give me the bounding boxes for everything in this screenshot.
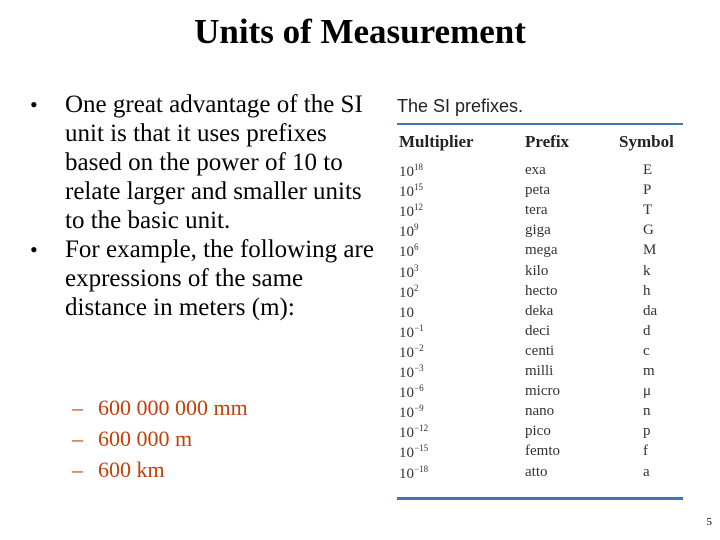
symbol-cell: E <box>643 162 653 178</box>
page-number: 5 <box>706 516 712 528</box>
slide-title: Units of Measurement <box>194 12 526 51</box>
prefix-cell: milli <box>525 363 554 379</box>
bullet-marker: • <box>30 237 38 262</box>
multiplier-base: 10 <box>399 344 414 361</box>
multiplier-base: 10 <box>399 465 414 482</box>
multiplier-cell <box>399 182 423 201</box>
multiplier-cell <box>399 263 419 282</box>
table-row <box>397 263 687 283</box>
multiplier-exponent: 18 <box>414 162 423 172</box>
multiplier-base: 10 <box>399 324 414 341</box>
table-row <box>397 443 687 463</box>
multiplier-cell <box>399 343 424 362</box>
multiplier-base: 10 <box>399 224 414 241</box>
sub-bullet-text: 600 000 000 mm <box>98 395 248 420</box>
multiplier-exponent: −9 <box>414 403 424 414</box>
multiplier-cell <box>399 323 424 342</box>
table-row <box>397 343 687 363</box>
multiplier-cell <box>399 162 423 181</box>
sub-bullet-marker: – <box>72 457 83 482</box>
multiplier-cell <box>399 464 428 483</box>
multiplier-base: 10 <box>399 204 414 221</box>
header-prefix: Prefix <box>525 132 570 151</box>
table-row <box>397 202 687 222</box>
sub-bullet-text: 600 km <box>98 457 165 482</box>
table-row <box>397 303 687 323</box>
table-row <box>397 363 687 383</box>
symbol-cell: c <box>643 342 650 359</box>
multiplier-cell <box>399 383 424 402</box>
sub-bullet-list <box>72 392 248 485</box>
symbol-cell: d <box>643 322 651 339</box>
multiplier-exponent: 9 <box>414 222 419 233</box>
table-row <box>397 403 687 423</box>
multiplier-exponent: −1 <box>414 322 424 333</box>
prefix-cell: exa <box>525 162 546 178</box>
header-multiplier: Multiplier <box>399 132 474 151</box>
multiplier-cell <box>399 363 424 382</box>
prefix-cell: atto <box>525 463 548 480</box>
table-row <box>397 222 687 242</box>
multiplier-exponent: −18 <box>414 463 429 474</box>
multiplier-cell <box>399 303 414 322</box>
table-row <box>397 182 687 202</box>
multiplier-exponent: 6 <box>414 242 419 253</box>
symbol-cell: da <box>643 302 658 319</box>
multiplier-base: 10 <box>399 264 414 281</box>
multiplier-base: 10 <box>399 284 414 301</box>
si-prefix-table <box>397 96 687 501</box>
prefix-cell: peta <box>525 182 550 199</box>
multiplier-cell <box>399 202 423 221</box>
prefix-cell: deci <box>525 322 550 339</box>
symbol-cell: m <box>643 363 655 379</box>
multiplier-exponent: −6 <box>414 383 424 394</box>
symbol-cell: p <box>643 423 651 440</box>
sub-bullet-marker: – <box>72 395 83 420</box>
header-symbol: Symbol <box>619 132 674 151</box>
bullet-item <box>28 235 383 322</box>
table-row <box>397 242 687 262</box>
symbol-cell: G <box>643 222 654 239</box>
multiplier-exponent: −3 <box>414 363 424 373</box>
table-row <box>397 162 687 182</box>
table-caption: The SI prefixes. <box>397 96 524 116</box>
bullet-text: For example, the following are expressions of the same distance in meters (m): <box>65 236 374 321</box>
multiplier-base: 10 <box>399 304 414 321</box>
prefix-cell: centi <box>525 342 555 359</box>
symbol-cell: n <box>643 403 651 420</box>
bullet-list <box>28 90 383 322</box>
table-row <box>397 383 687 403</box>
multiplier-cell <box>399 423 428 442</box>
bullet-text: One great advantage of the SI unit is that it uses prefixes based on the power of 10 to relate larger and smaller units to the basic unit. <box>65 91 363 234</box>
multiplier-cell <box>399 283 419 302</box>
multiplier-base: 10 <box>399 365 414 381</box>
multiplier-cell <box>399 242 419 261</box>
symbol-cell: k <box>643 262 651 279</box>
multiplier-exponent: 15 <box>414 182 423 193</box>
sub-bullet-item <box>72 392 248 423</box>
prefix-cell: hecto <box>525 282 558 299</box>
multiplier-base: 10 <box>399 405 414 422</box>
multiplier-exponent: −12 <box>414 423 429 434</box>
prefix-cell: kilo <box>525 262 549 279</box>
multiplier-exponent: 2 <box>414 282 419 293</box>
multiplier-cell <box>399 443 428 462</box>
multiplier-base: 10 <box>399 164 414 180</box>
symbol-cell: T <box>643 202 653 219</box>
sub-bullet-text: 600 000 m <box>98 426 193 451</box>
sub-bullet-marker: – <box>72 426 83 451</box>
bullet-item <box>28 90 383 235</box>
multiplier-base: 10 <box>399 445 414 462</box>
prefix-cell: tera <box>525 202 548 219</box>
prefix-cell: nano <box>525 403 555 420</box>
multiplier-exponent: 3 <box>414 262 419 273</box>
sub-bullet-item <box>72 423 248 454</box>
table-row <box>397 464 687 484</box>
prefix-cell: pico <box>525 423 551 440</box>
multiplier-exponent: −2 <box>414 342 424 353</box>
multiplier-cell <box>399 403 424 422</box>
table-row <box>397 323 687 343</box>
table-row <box>397 283 687 303</box>
table-top-rule <box>397 123 683 125</box>
prefix-cell: femto <box>525 443 560 460</box>
symbol-cell: μ <box>643 383 652 400</box>
symbol-cell: P <box>643 182 652 199</box>
symbol-cell: f <box>643 443 648 460</box>
symbol-cell: h <box>643 282 651 299</box>
table-bottom-rule <box>397 497 683 500</box>
symbol-cell: a <box>643 463 650 480</box>
multiplier-exponent: −15 <box>414 443 429 454</box>
multiplier-base: 10 <box>399 184 414 201</box>
multiplier-base: 10 <box>399 244 414 261</box>
bullet-marker: • <box>30 92 38 117</box>
multiplier-base: 10 <box>399 425 414 442</box>
prefix-cell: mega <box>525 242 558 259</box>
prefix-cell: giga <box>525 222 551 239</box>
multiplier-base: 10 <box>399 385 414 402</box>
symbol-cell: M <box>643 242 657 259</box>
table-row <box>397 423 687 443</box>
prefix-cell: deka <box>525 302 554 319</box>
multiplier-cell <box>399 222 419 241</box>
sub-bullet-item <box>72 454 248 485</box>
prefix-cell: micro <box>525 383 560 400</box>
multiplier-exponent: 12 <box>414 202 423 213</box>
